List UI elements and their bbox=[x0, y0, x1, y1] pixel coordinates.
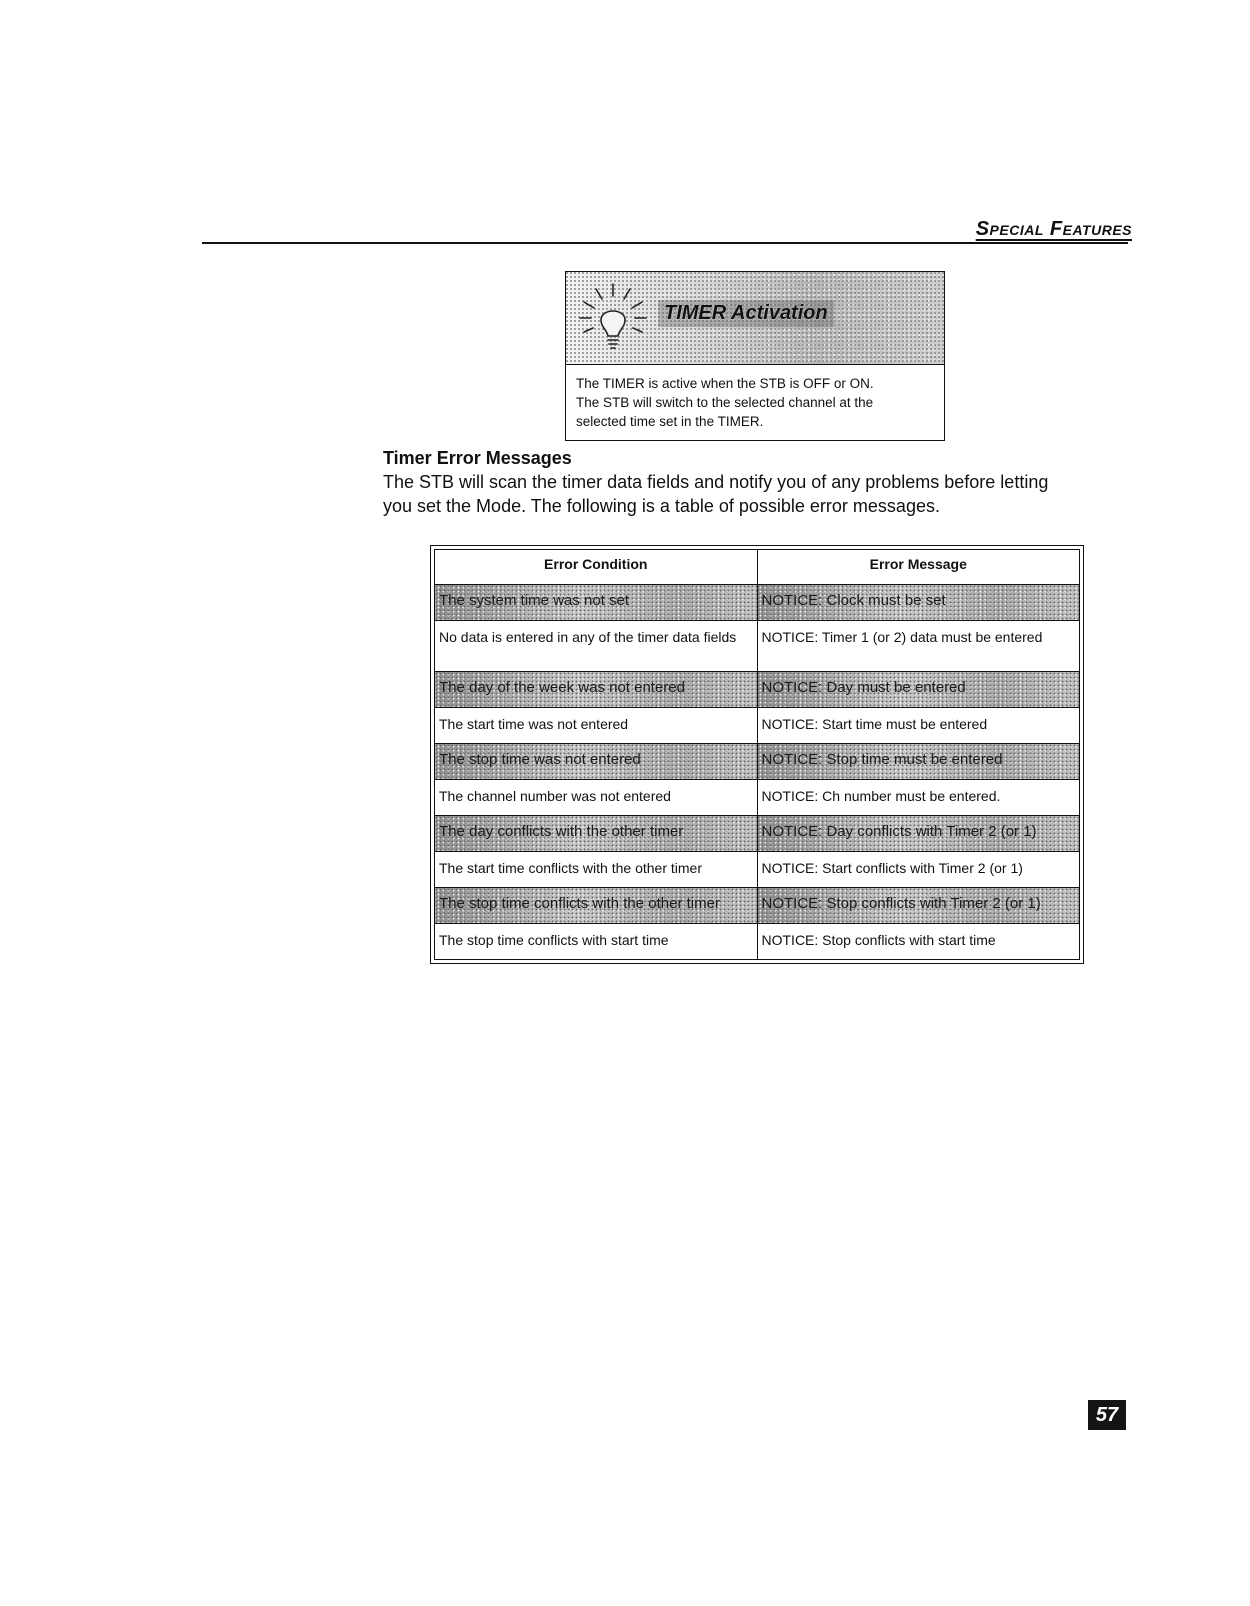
error-condition-cell: The stop time conflicts with start time bbox=[435, 924, 758, 960]
tip-box bbox=[565, 271, 945, 441]
error-message-cell: NOTICE: Day must be entered bbox=[757, 672, 1080, 708]
error-message-cell: NOTICE: Ch number must be entered. bbox=[757, 780, 1080, 816]
tip-title: TIMER Activation bbox=[658, 300, 834, 327]
lightbulb-icon bbox=[574, 280, 652, 356]
section-title: Special Features bbox=[975, 218, 1132, 240]
header-rule bbox=[202, 242, 1128, 244]
tip-banner bbox=[566, 272, 944, 365]
error-message-cell: NOTICE: Start conflicts with Timer 2 (or 1) bbox=[757, 852, 1080, 888]
table-row bbox=[435, 672, 1080, 708]
error-message-cell: NOTICE: Day conflicts with Timer 2 (or 1) bbox=[757, 816, 1080, 852]
error-condition-cell: The day conflicts with the other timer bbox=[435, 816, 758, 852]
table-row bbox=[435, 780, 1080, 816]
tip-line: The STB will switch to the selected channel at the bbox=[576, 395, 874, 410]
error-condition-cell: The day of the week was not entered bbox=[435, 672, 758, 708]
tip-text bbox=[566, 365, 944, 431]
error-condition-cell: The start time was not entered bbox=[435, 708, 758, 744]
table-row bbox=[435, 816, 1080, 852]
tip-line: selected time set in the TIMER. bbox=[576, 414, 764, 429]
error-message-cell: NOTICE: Clock must be set bbox=[757, 585, 1080, 621]
error-condition-cell: The system time was not set bbox=[435, 585, 758, 621]
error-message-cell: NOTICE: Start time must be entered bbox=[757, 708, 1080, 744]
intro-line: The STB will scan the timer data fields and notify you of any problems before letting bbox=[383, 472, 1049, 492]
table-row bbox=[435, 888, 1080, 924]
column-header-condition: Error Condition bbox=[435, 550, 758, 585]
table-row bbox=[435, 744, 1080, 780]
table-row bbox=[435, 852, 1080, 888]
error-condition-cell: The stop time was not entered bbox=[435, 744, 758, 780]
tip-line: The TIMER is active when the STB is OFF or ON. bbox=[576, 376, 874, 391]
error-table bbox=[434, 549, 1080, 960]
column-header-message: Error Message bbox=[757, 550, 1080, 585]
error-condition-cell: No data is entered in any of the timer data fields bbox=[435, 621, 758, 672]
error-message-cell: NOTICE: Stop conflicts with Timer 2 (or 1) bbox=[757, 888, 1080, 924]
table-row bbox=[435, 585, 1080, 621]
error-message-cell: NOTICE: Timer 1 (or 2) data must be entered bbox=[757, 621, 1080, 672]
section-heading: Timer Error Messages bbox=[383, 448, 572, 468]
table-row bbox=[435, 621, 1080, 672]
table-header-row bbox=[435, 550, 1080, 585]
error-condition-cell: The stop time conflicts with the other timer bbox=[435, 888, 758, 924]
page-number: 57 bbox=[1088, 1400, 1126, 1430]
error-condition-cell: The channel number was not entered bbox=[435, 780, 758, 816]
table-row bbox=[435, 708, 1080, 744]
intro-paragraph bbox=[383, 470, 1143, 518]
intro-line: you set the Mode. The following is a table of possible error messages. bbox=[383, 496, 940, 516]
error-condition-cell: The start time conflicts with the other timer bbox=[435, 852, 758, 888]
error-message-cell: NOTICE: Stop time must be entered bbox=[757, 744, 1080, 780]
error-table-frame bbox=[430, 545, 1084, 964]
table-row bbox=[435, 924, 1080, 960]
error-message-cell: NOTICE: Stop conflicts with start time bbox=[757, 924, 1080, 960]
